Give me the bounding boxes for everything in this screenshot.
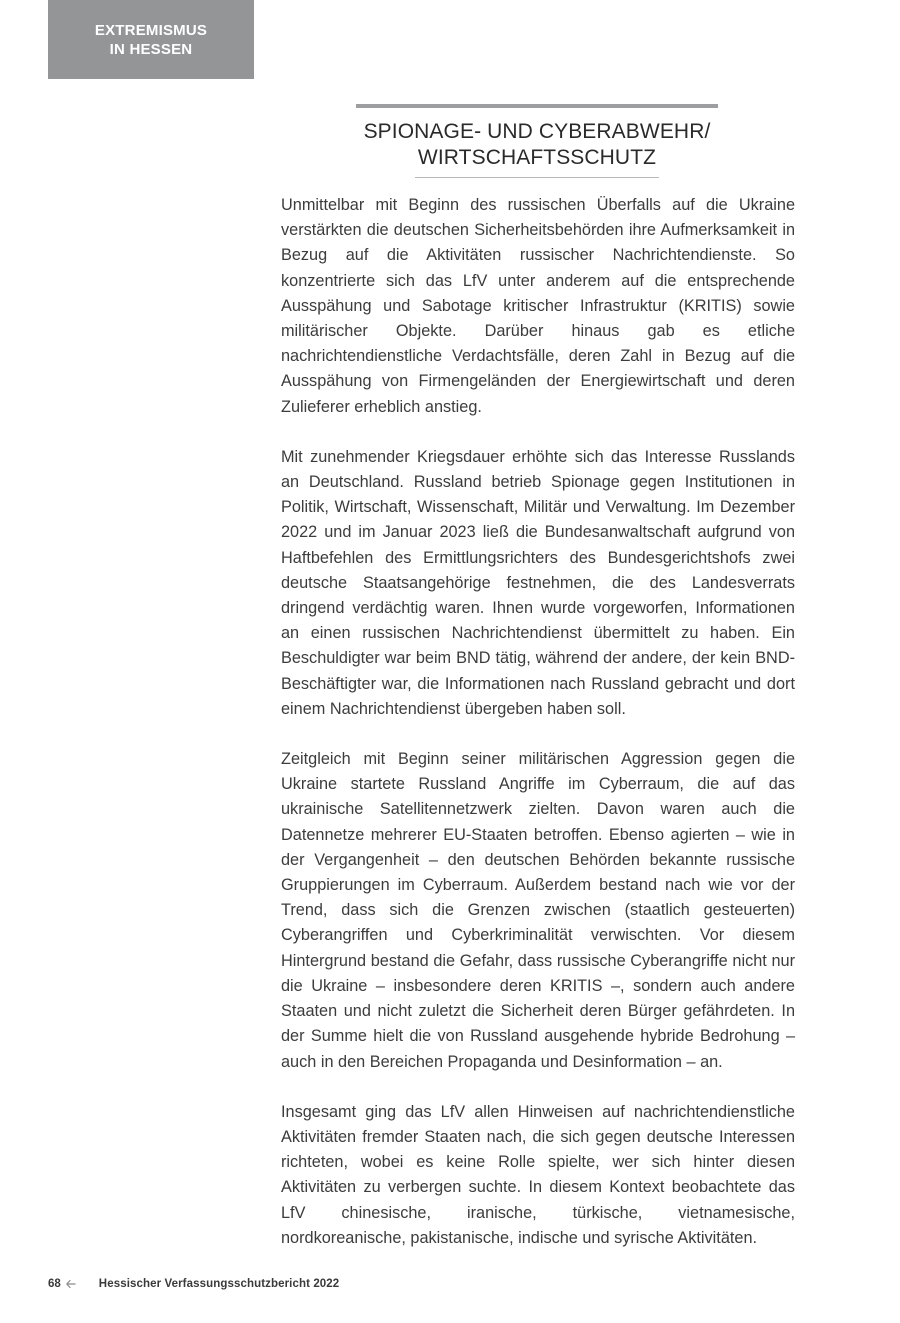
page-footer bbox=[48, 1278, 339, 1290]
paragraph-1: Unmittelbar mit Beginn des russischen Überfalls auf die Ukraine verstärkten die deutschen Sicherheitsbehörden ihre Aufmerksamkeit in Bezug auf die Aktivitäten russischer Nachrichtendienste. So konzentrierte sich das LfV unter anderem auf die entsprechende Ausspähung und Sabotage kritischer Infrastruktur (KRITIS) sowie militärischer Objekte. Darüber hinaus gab es etliche nachrichtendienstliche Verdachtsfälle, deren Zahl in Bezug auf die Ausspähung von Firmengeländen der Energiewirtschaft und deren Zulieferer erheblich anstieg. bbox=[281, 196, 795, 416]
section-tab bbox=[48, 0, 254, 79]
report-title: Hessischer Verfassungsschutzbericht 2022 bbox=[98, 1278, 340, 1290]
arrow-left-icon[interactable] bbox=[65, 1278, 77, 1290]
page-title-line1: SPIONAGE- UND CYBERABWEHR/ bbox=[363, 120, 711, 143]
page-title-line2: WIRTSCHAFTSSCHUTZ bbox=[417, 146, 657, 169]
heading-top-rule bbox=[356, 104, 718, 108]
section-tab-line2: IN HESSEN bbox=[109, 40, 193, 58]
paragraph-2: Mit zunehmender Kriegsdauer erhöhte sich das Interesse Russlands an Deutschland. Russland betrieb Spionage gegen Institutionen in Politik, Wirtschaft, Wissenschaft, Militär und Verwaltung. Im Dezember 2022 und im Januar 2023 ließ die Bundesanwaltschaft aufgrund von Haftbefehlen des Ermittlungsrichters des Bundesgerichtshofs zwei deutsche Staatsangehörige festnehmen, die des Landesverrats dringend verdächtig waren. Ihnen wurde vorgeworfen, Informationen an einen russischen Nachrichtendienst übermittelt zu haben. Ein Beschuldigter war beim BND tätig, während der andere, der kein BND-Beschäftigter war, die Informationen nach Russland gebracht und dort einem Nachrichtendienst übergeben haben soll. bbox=[281, 447, 795, 718]
section-tab-line1: EXTREMISMUS bbox=[94, 21, 208, 39]
article-body bbox=[281, 193, 795, 1276]
heading-block bbox=[356, 104, 718, 178]
paragraph-4: Insgesamt ging das LfV allen Hinweisen auf nachrichtendienstliche Aktivitäten fremder Staaten nach, die sich gegen deutsche Interessen richteten, wobei es keine Rolle spielte, wer sich hinter diesen Aktivitäten zu verbergen suchte. In diesem Kontext beobachtete das LfV chinesische, iranische, türkische, vietnamesische, nordkoreanische, pakistanische, indische und syrische Aktivitäten. bbox=[281, 1102, 795, 1247]
page-title bbox=[356, 119, 718, 171]
paragraph-3: Zeitgleich mit Beginn seiner militärischen Aggression gegen die Ukraine startete Russland Angriffe im Cyberraum, die auf das ukrainische Satellitennetzwerk zielten. Davon waren auch die Datennetze mehrerer EU-Staaten betroffen. Ebenso agierten – wie in der Vergangenheit – den deutschen Behörden bekannte russische Gruppierungen im Cyberraum. Außerdem bestand nach wie vor der Trend, dass sich die Grenzen zwischen (staatlich gesteuerten) Cyberangriffen und Cyberkriminalität verwischten. Vor diesem Hintergrund bestand die Gefahr, dass russische Cyberangriffe nicht nur die Ukraine – insbesondere deren KRITIS –, sondern auch andere Staaten und nicht zuletzt die Sicherheit deren Bürger gefährdeten. In der Summe hielt die von Russland ausgehende hybride Bedrohung – auch in den Bereichen Propaganda und Desinformation – an. bbox=[281, 750, 795, 1071]
heading-bottom-rule bbox=[415, 177, 659, 178]
page-number: 68 bbox=[48, 1278, 61, 1290]
